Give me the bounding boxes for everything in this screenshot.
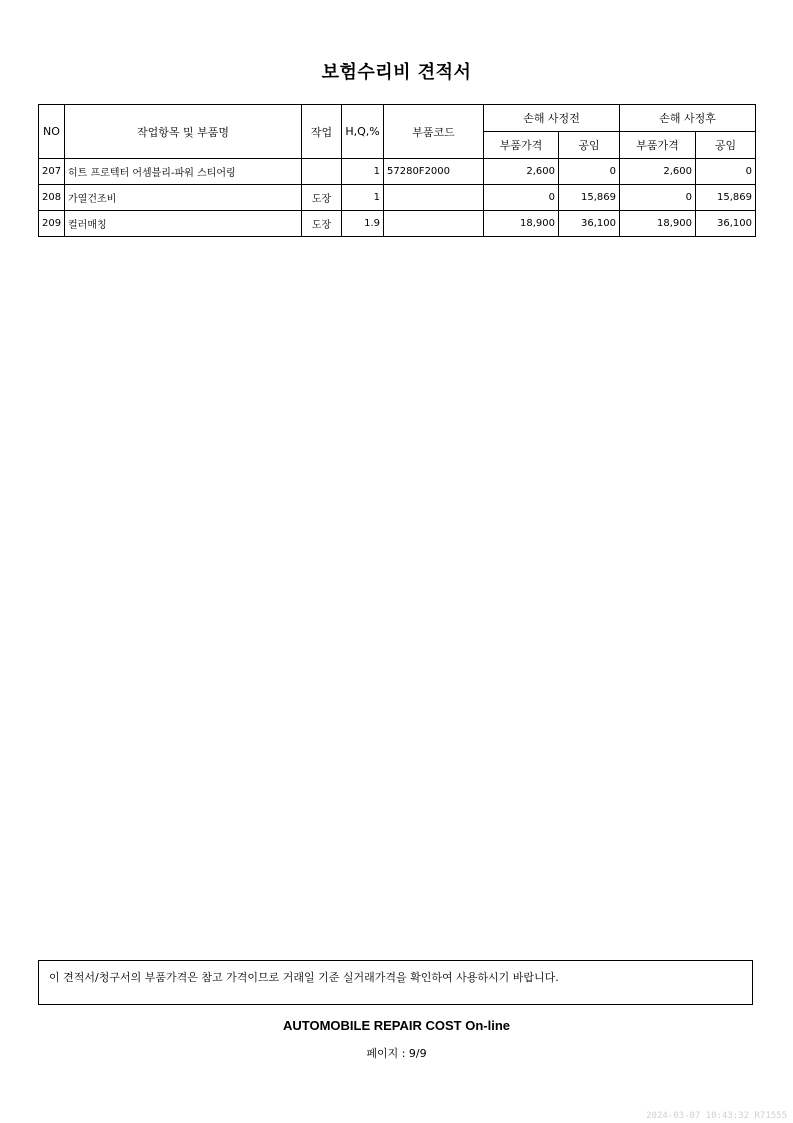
cell-hq: 1 — [342, 159, 384, 185]
header-no: NO — [39, 105, 65, 159]
table-row — [39, 185, 756, 211]
cell-part-code — [384, 211, 484, 237]
notice-box — [38, 960, 753, 1005]
table-row — [39, 211, 756, 237]
estimate-table — [38, 104, 756, 237]
header-hq: H,Q,% — [342, 105, 384, 159]
header-before-adjustment: 손해 사정전 — [484, 105, 620, 132]
cell-work: 도장 — [302, 185, 342, 211]
cell-hq: 1.9 — [342, 211, 384, 237]
header-part-code: 부품코드 — [384, 105, 484, 159]
cell-part-code — [384, 185, 484, 211]
header-work: 작업 — [302, 105, 342, 159]
brand-footer: AUTOMOBILE REPAIR COST On-line — [282, 1018, 511, 1033]
cell-before-labor: 15,869 — [559, 185, 620, 211]
cell-no: 207 — [39, 159, 65, 185]
cell-no: 208 — [39, 185, 65, 211]
cell-after-labor: 15,869 — [696, 185, 756, 211]
header-item: 작업항목 및 부품명 — [65, 105, 302, 159]
print-timestamp: 2024-03-07 10:43:32 R71555 — [646, 1111, 787, 1121]
cell-before-labor: 0 — [559, 159, 620, 185]
cell-before-part-price: 0 — [484, 185, 559, 211]
cell-after-labor: 0 — [696, 159, 756, 185]
cell-item: 컬러매칭 — [65, 211, 302, 237]
cell-work — [302, 159, 342, 185]
cell-no: 209 — [39, 211, 65, 237]
header-after-adjustment: 손해 사정후 — [620, 105, 756, 132]
cell-before-part-price: 2,600 — [484, 159, 559, 185]
header-before-labor: 공임 — [559, 132, 620, 159]
cell-work: 도장 — [302, 211, 342, 237]
document-title: 보험수리비 견적서 — [321, 62, 472, 83]
notice-text: 이 견적서/청구서의 부품가격은 참고 가격이므로 거래일 기준 실거래가격을 확인하여 사용하시기 바랍니다. — [49, 971, 559, 984]
cell-part-code: 57280F2000 — [384, 159, 484, 185]
cell-item: 가열건조비 — [65, 185, 302, 211]
cell-after-part-price: 18,900 — [620, 211, 696, 237]
cell-hq: 1 — [342, 185, 384, 211]
header-before-part-price: 부품가격 — [484, 132, 559, 159]
header-after-labor: 공임 — [696, 132, 756, 159]
cell-before-part-price: 18,900 — [484, 211, 559, 237]
header-after-part-price: 부품가격 — [620, 132, 696, 159]
cell-after-labor: 36,100 — [696, 211, 756, 237]
cell-after-part-price: 0 — [620, 185, 696, 211]
table-row — [39, 159, 756, 185]
cell-before-labor: 36,100 — [559, 211, 620, 237]
page-number: 페이지 : 9/9 — [366, 1047, 427, 1060]
cell-after-part-price: 2,600 — [620, 159, 696, 185]
cell-item: 히트 프로텍터 어셈블리-파워 스티어링 — [65, 159, 302, 185]
